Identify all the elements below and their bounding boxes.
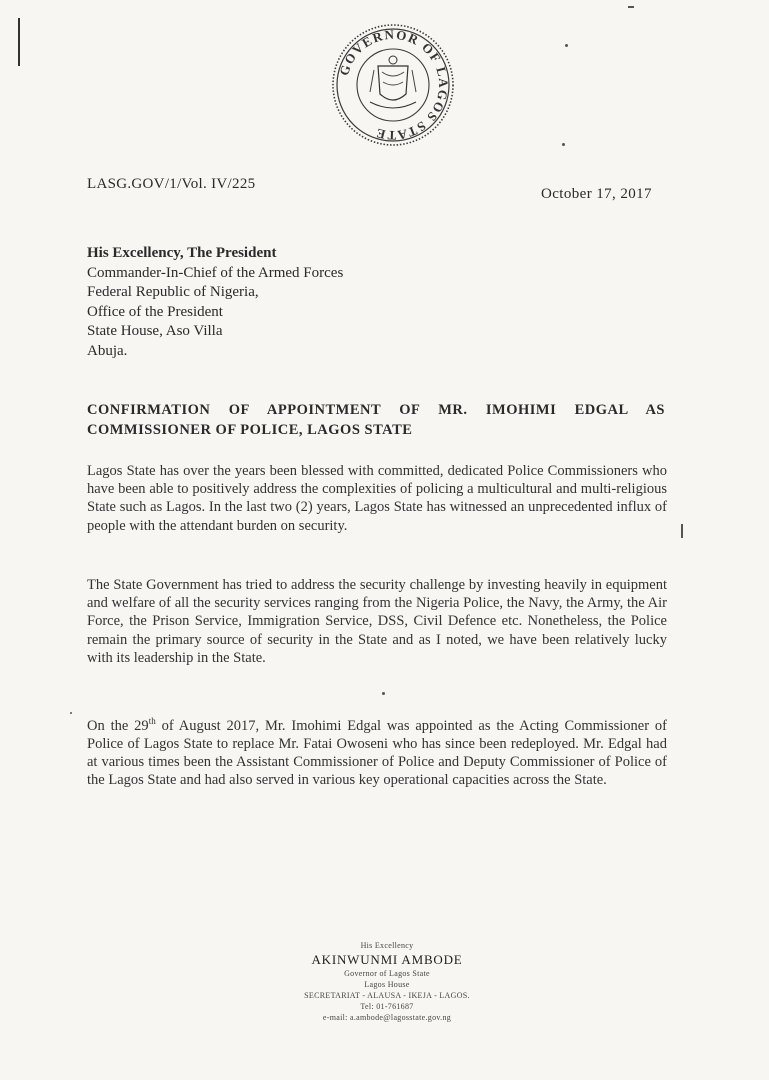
scan-speck	[565, 44, 568, 47]
letter-date: October 17, 2017	[541, 186, 652, 202]
subject-line: COMMISSIONER OF POLICE, LAGOS STATE	[87, 422, 413, 438]
addressee-line: Federal Republic of Nigeria,	[87, 284, 259, 301]
ordinal-suffix: th	[148, 716, 156, 726]
signatory-address: SECRETARIAT - ALAUSA - IKEJA - LAGOS.	[304, 991, 470, 1000]
addressee-line: State House, Aso Villa	[87, 323, 223, 340]
body-paragraph: The State Government has tried to address the security challenge by investing heavily in equipment and welfare of all the security services ranging from the Nigeria Police, the Navy, the Army, the Air Force, the Prison Service, Immigration Service, DSS, Civil Defence etc. Nonetheless, the Police remain the primary source of security in the State and as I noted, we have been relatively lucky with its leadership in the State.	[87, 577, 667, 666]
scan-mark	[18, 18, 20, 66]
reference-number: LASG.GOV/1/Vol. IV/225	[87, 176, 256, 192]
body-paragraph: Lagos State has over the years been blessed with committed, dedicated Police Commissioners who have been able to positively address the complexities of policing a multicultural and multi-religious State such as Lagos. In the last two (2) years, Lagos State has witnessed an unprecedented influx of people with the attendant burden on security.	[87, 463, 667, 534]
paragraph-text: of August 2017, Mr. Imohimi Edgal was appointed as the Acting Commissioner of Police of Lagos State to replace Mr. Fatai Owoseni who has since been redeployed. Mr. Edgal had at various times been the Assistant Commissioner of Police and Deputy Commissioner of Police of the Lagos State and had also served in various key operational capacities across the State.	[87, 717, 667, 789]
scan-speck	[382, 692, 385, 695]
signatory-house: Lagos House	[364, 980, 410, 989]
svg-text:GOVERNOR OF LAGOS STATE: GOVERNOR OF LAGOS STATE	[336, 26, 452, 144]
signatory-honorific: His Excellency	[360, 941, 414, 950]
subject-line: CONFIRMATION OF APPOINTMENT OF MR. IMOHIMI EDGAL AS	[87, 402, 665, 418]
scan-speck	[70, 712, 72, 714]
signatory-tel: Tel: 01-761687	[360, 1002, 414, 1011]
signatory-title: Governor of Lagos State	[344, 969, 430, 978]
governor-seal-icon	[330, 22, 456, 148]
body-paragraph	[87, 712, 667, 790]
addressee-block	[87, 244, 343, 362]
subject-heading	[87, 400, 665, 440]
scan-mark	[628, 6, 634, 8]
addressee-line: Commander-In-Chief of the Armed Forces	[87, 264, 344, 281]
addressee-line: Office of the President	[87, 303, 223, 320]
signature-block	[262, 940, 512, 1023]
scan-mark	[681, 524, 683, 538]
addressee-line: Abuja.	[87, 342, 128, 359]
scan-speck	[562, 143, 565, 146]
paragraph-text: On the 29	[87, 717, 149, 734]
addressee-line: His Excellency, The President	[87, 245, 277, 261]
signatory-email: e-mail: a.ambode@lagosstate.gov.ng	[322, 1013, 452, 1022]
signatory-name: AKINWUNMI AMBODE	[311, 952, 463, 967]
